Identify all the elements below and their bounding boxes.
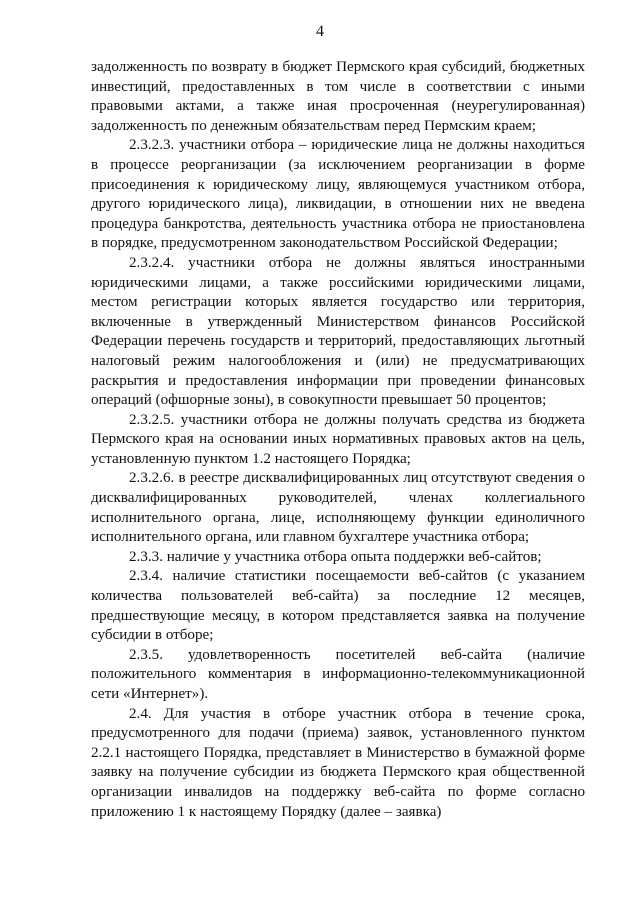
document-body: [91, 58, 585, 822]
paragraph-debt-continuation: задолженность по возврату в бюджет Пермского края субсидий, бюджетных инвестиций, предоставленных в том числе в соответствии с иными правовыми актами, а также иная просроченная (неурегулированная) задолженность по денежным обязательствам перед Пермским краем;: [91, 59, 585, 134]
paragraph-2-3-5: 2.3.5. удовлетворенность посетителей веб-сайта (наличие положительного комментария в информационно-телекоммуникационной сети «Интернет»).: [91, 646, 585, 702]
paragraph-2-3-4: 2.3.4. наличие статистики посещаемости веб-сайтов (с указанием количества пользователей веб-сайта) за последние 12 месяцев, предшествующие месяцу, в котором представляется заявка на получение субсидии в отборе;: [91, 568, 585, 644]
paragraph-2-3-2-4: 2.3.2.4. участники отбора не должны являться иностранными юридическими лицами, а также российскими юридическими лицами, местом регистрации которых является государство или территория, включенные в утвержденный Министерством финансов Российской Федерации перечень государств и территорий, предоставляющих льготный налоговый режим налогообложения и (или) не предусматривающих раскрытия и предоставления информации при проведении финансовых операций (офшорные зоны), в совокупности превышает 50 процентов;: [91, 254, 585, 409]
paragraph-2-3-2-3: 2.3.2.3. участники отбора – юридические лица не должны находиться в процессе реорганизации (за исключением реорганизации в форме присоединения к юридическому лицу, являющемуся участником отбора, другого юридического лица), ликвидации, в отношении них не введена процедура банкротства, деятельность участника отбора не приостановлена в порядке, предусмотренном законодательством Российской Федерации;: [91, 137, 585, 252]
paragraph-2-3-3: 2.3.3. наличие у участника отбора опыта поддержки веб-сайтов;: [129, 548, 542, 565]
paragraph-2-3-2-5: 2.3.2.5. участники отбора не должны получать средства из бюджета Пермского края на основании иных нормативных правовых актов на цель, установленную пунктом 1.2 настоящего Порядка;: [91, 411, 585, 467]
page-number: 4: [316, 23, 324, 40]
paragraph-2-4: 2.4. Для участия в отборе участник отбора в течение срока, предусмотренного для подачи (приема) заявок, установленного пунктом 2.2.1 настоящего Порядка, представляет в Министерство в бумажной форме заявку на получение субсидии из бюджета Пермского края общественной организации инвалидов на поддержку веб-сайта по форме согласно приложению 1 к настоящему Порядку (далее – заявка): [91, 705, 585, 820]
paragraph-2-3-2-6: 2.3.2.6. в реестре дисквалифицированных лиц отсутствуют сведения о дисквалифицированных руководителей, членах коллегиального исполнительного органа, лице, исполняющему функции единоличного исполнительного органа, или главном бухгалтере участника отбора;: [91, 470, 585, 546]
